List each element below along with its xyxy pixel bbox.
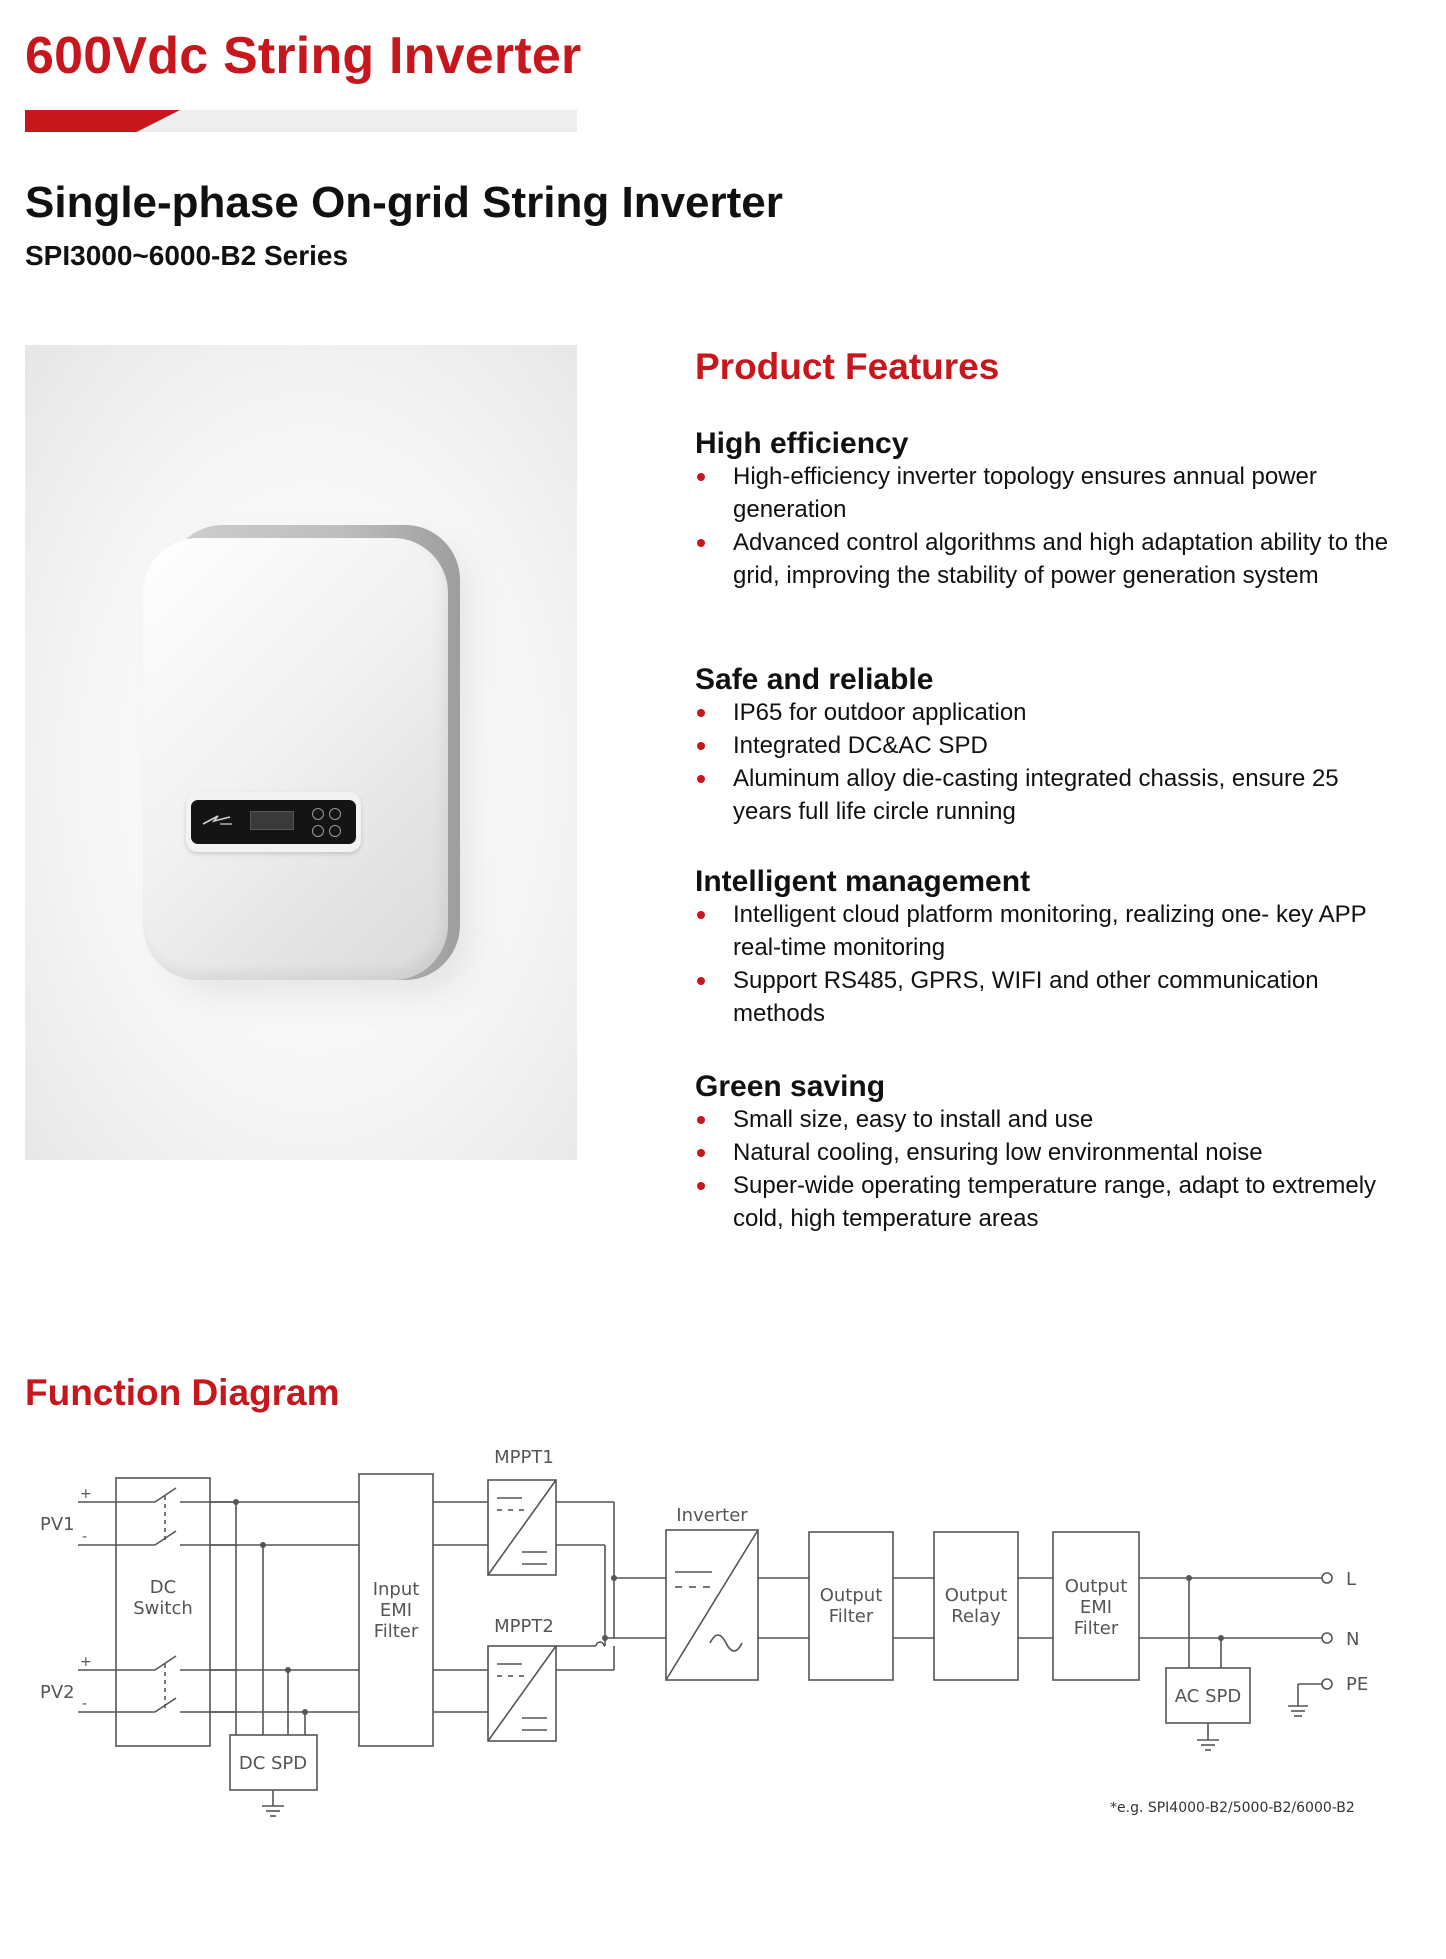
list-item (695, 1169, 1395, 1235)
inverter-lcd-screen (250, 811, 294, 830)
feature-text: Advanced control algorithms and high adaptation ability to the grid, improving the stability of power generation system (733, 529, 1389, 589)
title-underline-bar (25, 110, 577, 132)
feature-text: Natural cooling, ensuring low environmental noise (733, 1139, 1263, 1166)
bullet-icon (697, 1149, 705, 1157)
inverter-front-cover (143, 538, 448, 980)
pv1-label: PV1 (40, 1514, 75, 1535)
list-item (695, 460, 1395, 526)
features-title: Product Features (695, 346, 1000, 387)
output-filter-label-2: Filter (828, 1606, 874, 1627)
inverter-label: Inverter (676, 1505, 748, 1526)
list-item (695, 526, 1395, 592)
pv2-plus-label: + (80, 1654, 92, 1670)
ac-spd-label: AC SPD (1174, 1686, 1242, 1707)
list-item (695, 898, 1395, 964)
bullet-icon (697, 539, 705, 547)
dc-switch-label-1: DC (149, 1577, 177, 1598)
feature-list-high-efficiency (695, 460, 1395, 592)
output-relay-label-1: Output (944, 1585, 1008, 1606)
output-emi-label-2: EMI (1079, 1597, 1113, 1618)
pv1-plus-label: + (80, 1486, 92, 1502)
feature-text: Super-wide operating temperature range, adapt to extremely cold, high temperature areas (733, 1172, 1377, 1232)
bullet-icon (697, 775, 705, 783)
input-emi-label-2: EMI (379, 1600, 413, 1621)
feature-text: High-efficiency inverter topology ensures annual power generation (733, 463, 1317, 523)
output-emi-label-1: Output (1064, 1576, 1128, 1597)
feature-list-safe-and-reliable (695, 696, 1395, 828)
title-underline-accent (25, 110, 180, 132)
feature-list-intelligent-management (695, 898, 1395, 1030)
diagram-title: Function Diagram (25, 1372, 340, 1413)
pv1-minus-label: - (82, 1529, 88, 1545)
mppt2-label: MPPT2 (494, 1616, 554, 1637)
feature-text: Intelligent cloud platform monitoring, realizing one- key APP real-time monitoring (733, 901, 1367, 961)
inverter-button-icon (312, 825, 324, 837)
feature-text: Support RS485, GPRS, WIFI and other communication methods (733, 967, 1319, 1027)
feature-text: Integrated DC&AC SPD (733, 732, 988, 759)
mppt1-label: MPPT1 (494, 1447, 554, 1468)
input-emi-label-3: Filter (373, 1621, 419, 1642)
feature-text: Small size, easy to install and use (733, 1106, 1094, 1133)
pv2-label: PV2 (40, 1682, 75, 1703)
feature-heading-green-saving: Green saving (695, 1070, 886, 1103)
l-terminal-label: L (1346, 1569, 1357, 1590)
feature-text: IP65 for outdoor application (733, 699, 1027, 726)
bullet-icon (697, 709, 705, 717)
inverter-logo-icon (200, 812, 238, 828)
pv2-minus-label: - (82, 1696, 88, 1712)
feature-list-green-saving (695, 1103, 1395, 1235)
output-relay-label-2: Relay (951, 1606, 1001, 1627)
function-diagram (0, 1430, 1446, 1830)
list-item (695, 696, 1395, 729)
bullet-icon (697, 911, 705, 919)
list-item (695, 762, 1395, 828)
feature-heading-intelligent-management: Intelligent management (695, 865, 1031, 898)
dc-switch-label-2: Switch (133, 1598, 193, 1619)
n-terminal-label: N (1346, 1629, 1360, 1650)
list-item (695, 1136, 1395, 1169)
bullet-icon (697, 977, 705, 985)
feature-text: Aluminum alloy die-casting integrated chassis, ensure 25 years full life circle running (733, 765, 1339, 825)
list-item (695, 729, 1395, 762)
inverter-button-icon (329, 825, 341, 837)
dc-spd-label: DC SPD (238, 1753, 308, 1774)
output-filter-label-1: Output (819, 1585, 883, 1606)
inverter-button-icon (329, 808, 341, 820)
list-item (695, 1103, 1395, 1136)
feature-heading-high-efficiency: High efficiency (695, 427, 909, 460)
feature-heading-safe-and-reliable: Safe and reliable (695, 663, 934, 696)
model-note: *e.g. SPI4000-B2/5000-B2/6000-B2 (1110, 1800, 1355, 1816)
bullet-icon (697, 1116, 705, 1124)
output-emi-label-3: Filter (1073, 1618, 1119, 1639)
bullet-icon (697, 742, 705, 750)
product-series: SPI3000~6000-B2 Series (25, 240, 349, 271)
pe-terminal-label: PE (1346, 1674, 1369, 1695)
inverter-button-icon (312, 808, 324, 820)
bullet-icon (697, 1182, 705, 1190)
bullet-icon (697, 473, 705, 481)
list-item (695, 964, 1395, 1030)
product-subtitle: Single-phase On-grid String Inverter (25, 178, 783, 227)
main-title: 600Vdc String Inverter (25, 27, 582, 85)
input-emi-label-1: Input (372, 1579, 420, 1600)
